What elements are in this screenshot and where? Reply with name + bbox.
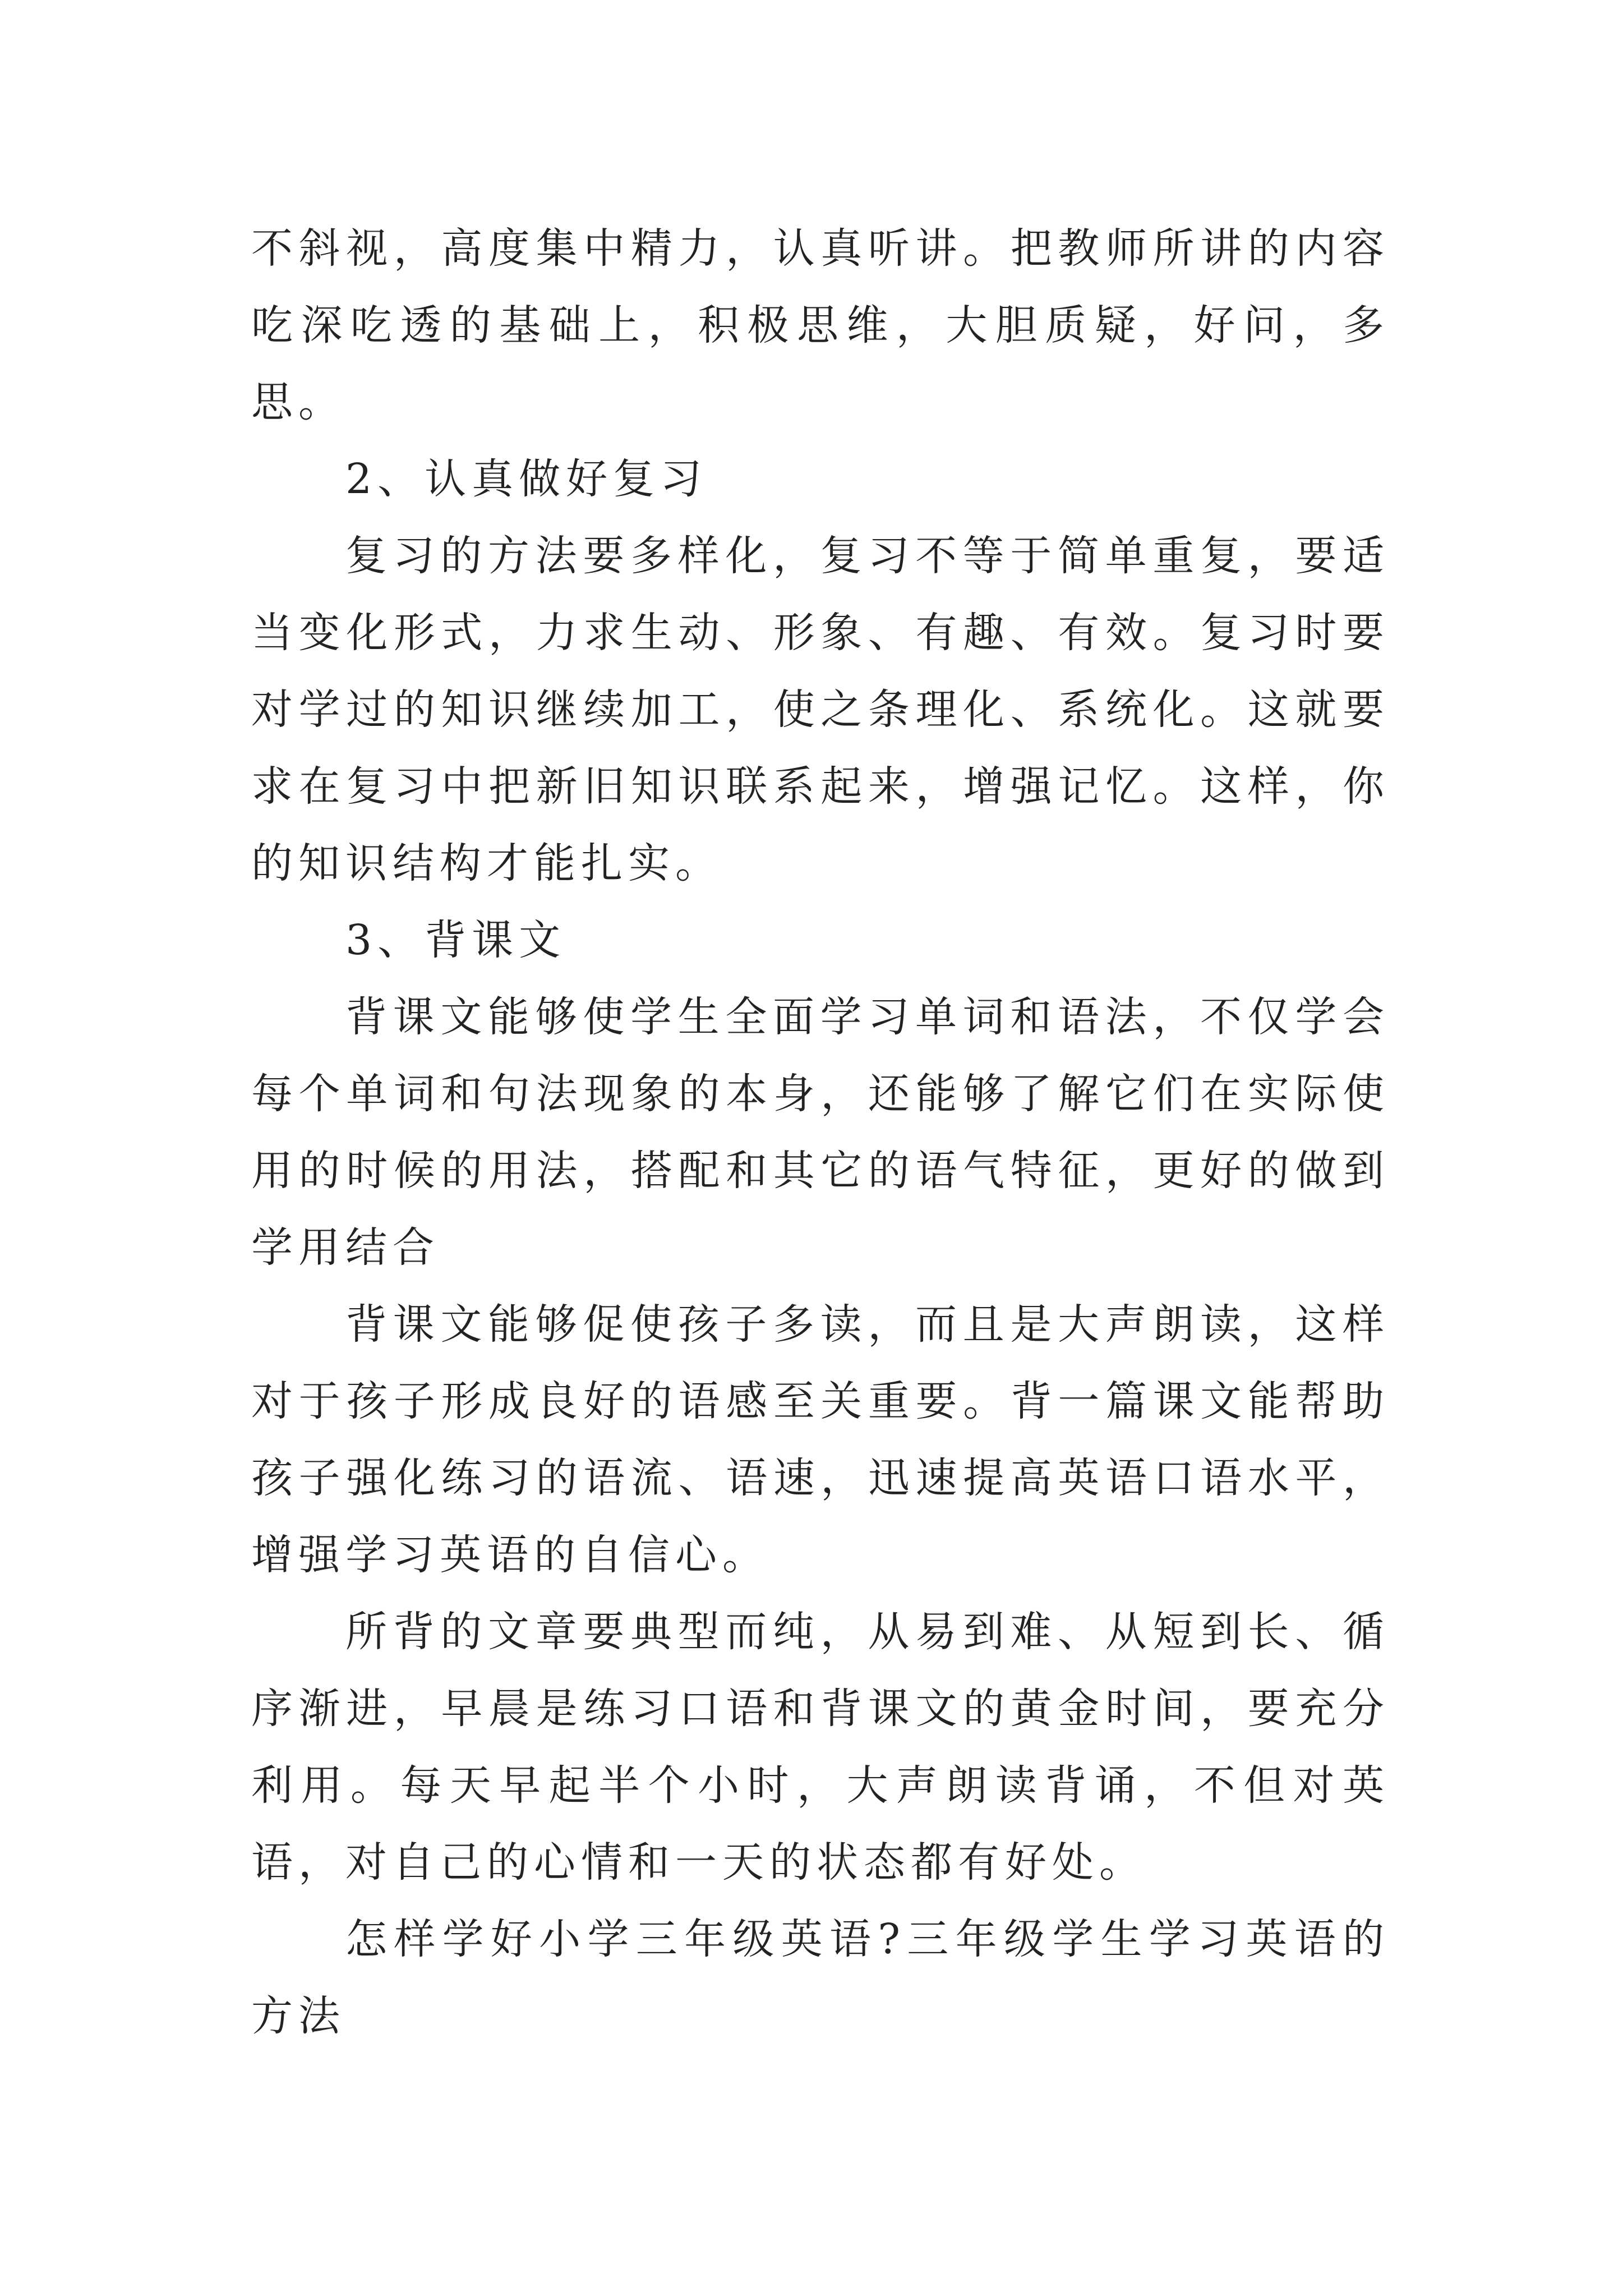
paragraph-read-aloud: 背课文能够促使孩子多读，而且是大声朗读，这样对于孩子形成良好的语感至关重要。背一篇课文能帮助孩子强化练习的语流、语速，迅速提高英语口语水平，增强学习英语的自信心。: [251, 1300, 1390, 1579]
paragraph-review-methods: 复习的方法要多样化，复习不等于简单重复，要适当变化形式，力求生动、形象、有趣、有效。复习时要对学过的知识继续加工，使之条理化、系统化。这就要求在复习中把新旧知识联系起来，增强记忆。这样，你的知识结构才能扎实。: [251, 532, 1390, 887]
paragraph-closing-title: 怎样学好小学三年级英语?三年级学生学习英语的方法: [251, 1915, 1390, 2040]
heading-recite-texts: 3、背课文: [345, 916, 566, 964]
document-body: [251, 210, 1390, 2055]
paragraph-attentive-listening: 不斜视，高度集中精力，认真听讲。把教师所讲的内容吃深吃透的基础上，积极思维，大胆质疑，好问，多思。: [251, 224, 1390, 426]
paragraph-text-selection: 所背的文章要典型而纯，从易到难、从短到长、循序渐进，早晨是练习口语和背课文的黄金时间，要充分利用。每天早起半个小时，大声朗读背诵，不但对英语，对自己的心情和一天的状态都有好处。: [251, 1608, 1390, 1887]
paragraph-recite-benefits: 背课文能够使学生全面学习单词和语法，不仅学会每个单词和句法现象的本身，还能够了解它们在实际使用的时候的用法，搭配和其它的语气特征，更好的做到学用结合: [251, 993, 1390, 1272]
heading-review: 2、认真做好复习: [345, 455, 708, 503]
